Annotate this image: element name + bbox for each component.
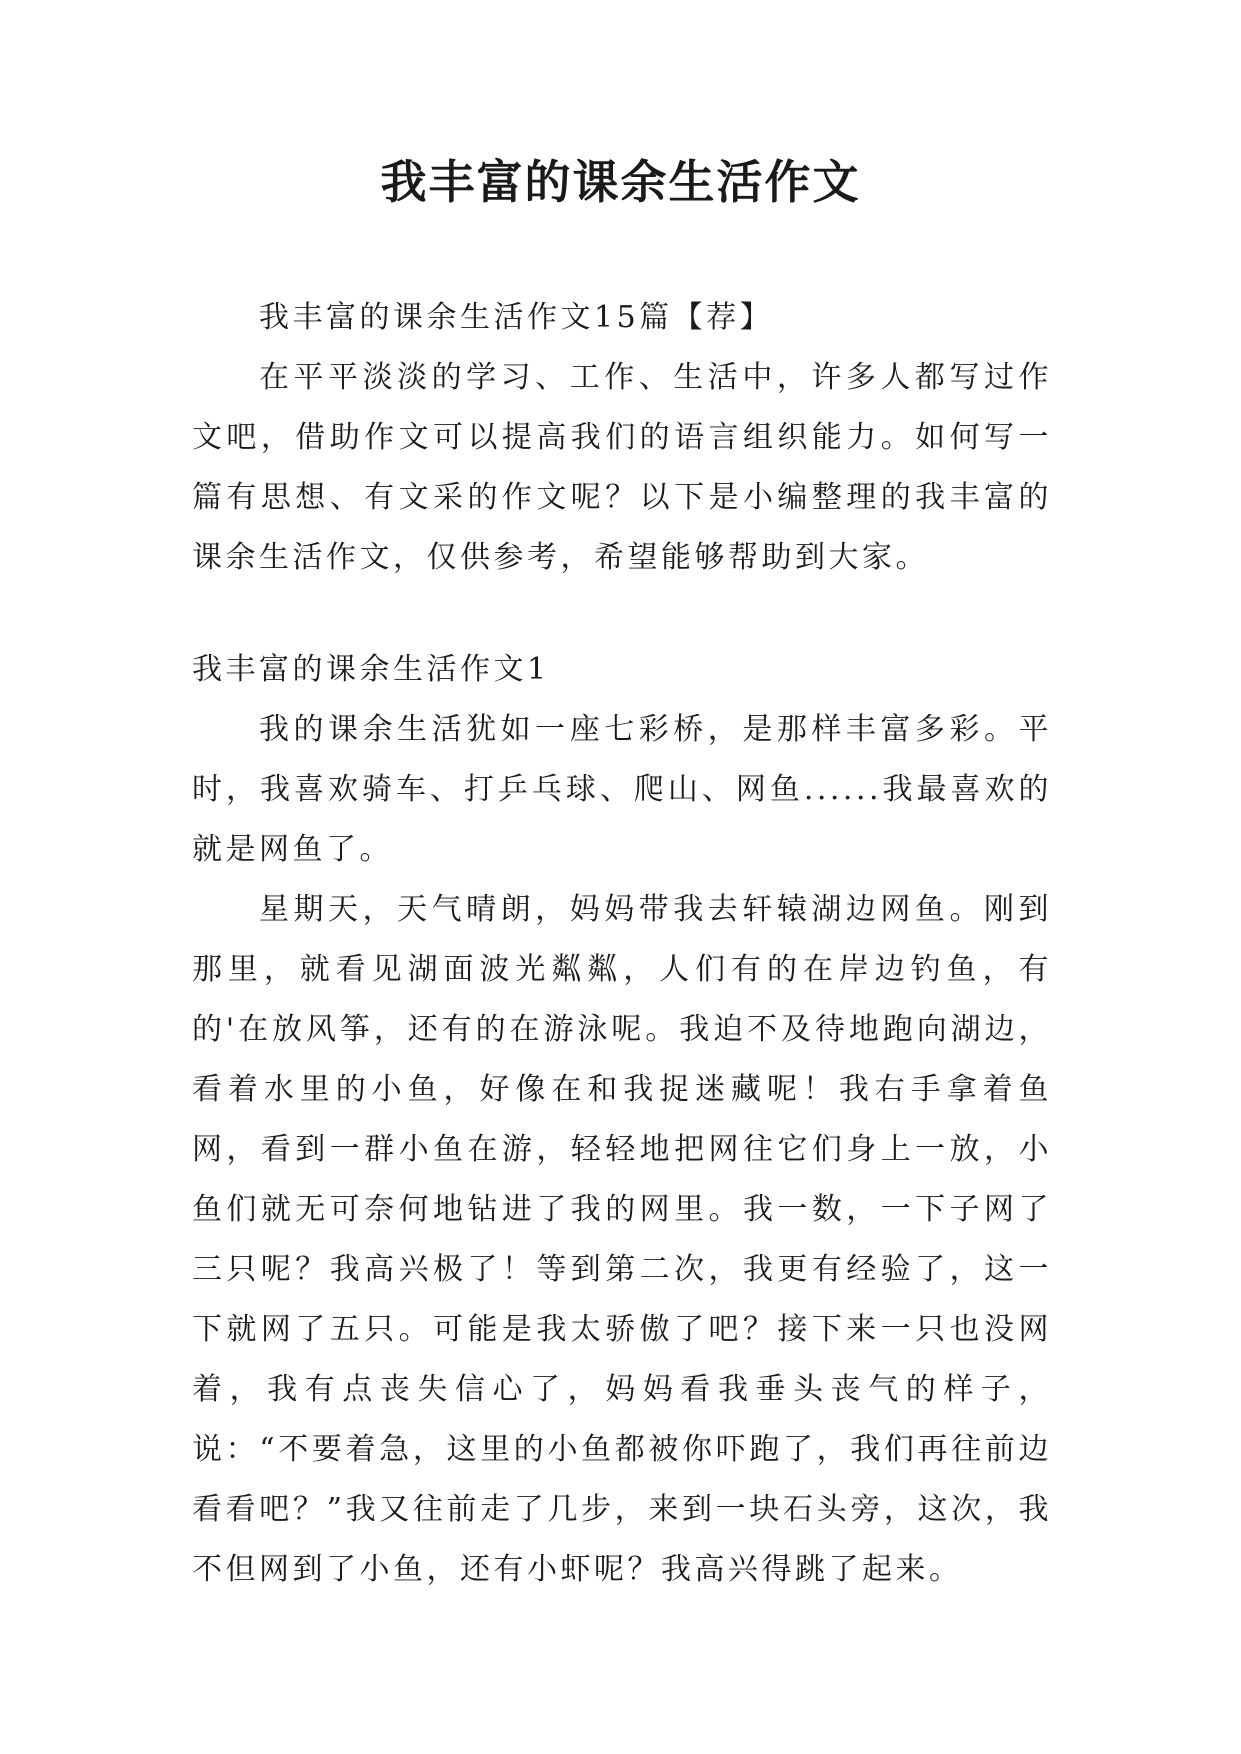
section-heading-1: 我丰富的课余生活作文1 — [192, 652, 550, 687]
intro-subtitle: 我丰富的课余生活作文15篇【荐】 — [259, 300, 774, 335]
section1-paragraph-1: 我的课余生活犹如一座七彩桥，是那样丰富多彩。平时，我喜欢骑车、打乒乓球、爬山、网鱼......我最喜欢的就是网鱼了。 — [192, 712, 1052, 867]
intro-paragraph: 在平平淡淡的学习、工作、生活中，许多人都写过作文吧，借助作文可以提高我们的语言组织能力。如何写一篇有思想、有文采的作文呢？以下是小编整理的我丰富的课余生活作文，仅供参考，希望能够帮助到大家。 — [192, 360, 1052, 575]
section1-paragraph-2: 星期天，天气晴朗，妈妈带我去轩辕湖边网鱼。刚到那里，就看见湖面波光粼粼，人们有的在岸边钓鱼，有的'在放风筝，还有的在游泳呢。我迫不及待地跑向湖边，看着水里的小鱼，好像在和我捉迷藏呢！我右手拿着鱼网，看到一群小鱼在游，轻轻地把网往它们身上一放，小鱼们就无可奈何地钻进了我的网里。我一数，一下子网了三只呢？我高兴极了！等到第二次，我更有经验了，这一下就网了五只。可能是我太骄傲了吧？接下来一只也没网着，我有点丧失信心了，妈妈看我垂头丧气的样子，说：“不要着急，这里的小鱼都被你吓跑了，我们再往前边看看吧？”我又往前走了几步，来到一块石头旁，这次，我不但网到了小鱼，还有小虾呢？我高兴得跳了起来。 — [192, 892, 1052, 1587]
document-body — [192, 288, 1052, 1600]
document-title: 我丰富的课余生活作文 — [380, 155, 861, 209]
